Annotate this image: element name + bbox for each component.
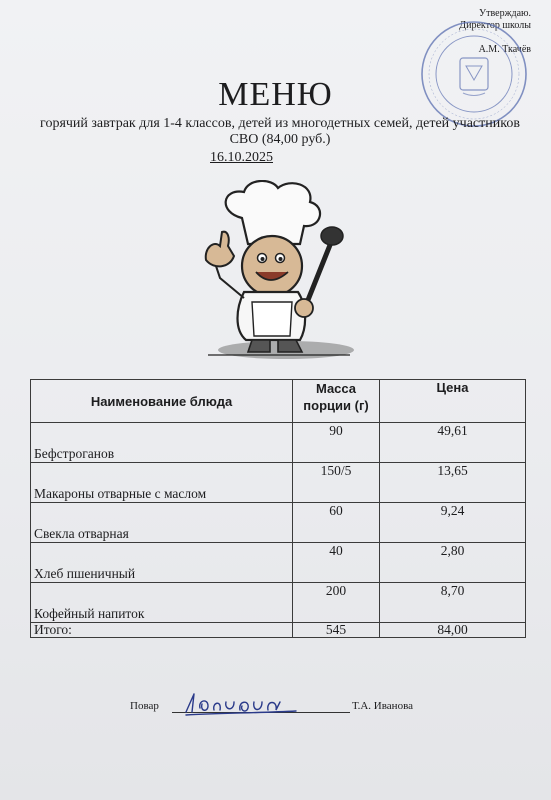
dish-mass: 150/5	[293, 463, 380, 503]
chef-icon	[200, 180, 360, 365]
approval-line3: А.М. Ткачёв	[478, 44, 531, 55]
dish-mass: 40	[293, 543, 380, 583]
menu-table	[30, 379, 526, 638]
handwritten-signature	[180, 688, 300, 718]
dish-mass: 60	[293, 503, 380, 543]
dish-price: 2,80	[380, 543, 526, 583]
approval-line1: Утверждаю.	[479, 8, 531, 19]
dish-mass: 90	[293, 423, 380, 463]
header-portion-mass: Масса порции (г)	[293, 380, 380, 423]
menu-date: 16.10.2025	[210, 150, 273, 165]
table-row	[31, 423, 526, 463]
dish-mass: 200	[293, 583, 380, 623]
header-dish-name: Наименование блюда	[31, 380, 293, 423]
table-row	[31, 583, 526, 623]
menu-subtitle: горячий завтрак для 1-4 классов, детей из многодетных семей, детей участников СВО (84,00 руб.)	[40, 116, 520, 147]
dish-name: Макароны отварные с маслом	[31, 463, 293, 503]
total-label: Итого:	[31, 623, 293, 638]
total-row	[31, 623, 526, 638]
dish-price: 49,61	[380, 423, 526, 463]
dish-name: Кофейный напиток	[31, 583, 293, 623]
dish-name: Бефстроганов	[31, 423, 293, 463]
signature-role: Повар	[130, 700, 159, 712]
signature-name: Т.А. Иванова	[352, 700, 414, 712]
total-mass: 545	[293, 623, 380, 638]
page-title: МЕНЮ	[218, 76, 333, 113]
dish-name: Свекла отварная	[31, 503, 293, 543]
table-row	[31, 503, 526, 543]
dish-price: 8,70	[380, 583, 526, 623]
approval-line2: Директор школы	[459, 20, 531, 31]
dish-price: 9,24	[380, 503, 526, 543]
table-header-row	[31, 380, 526, 423]
dish-price: 13,65	[380, 463, 526, 503]
header-price: Цена	[380, 380, 526, 423]
total-price: 84,00	[380, 623, 526, 638]
dish-name: Хлеб пшеничный	[31, 543, 293, 583]
table-row	[31, 463, 526, 503]
table-row	[31, 543, 526, 583]
